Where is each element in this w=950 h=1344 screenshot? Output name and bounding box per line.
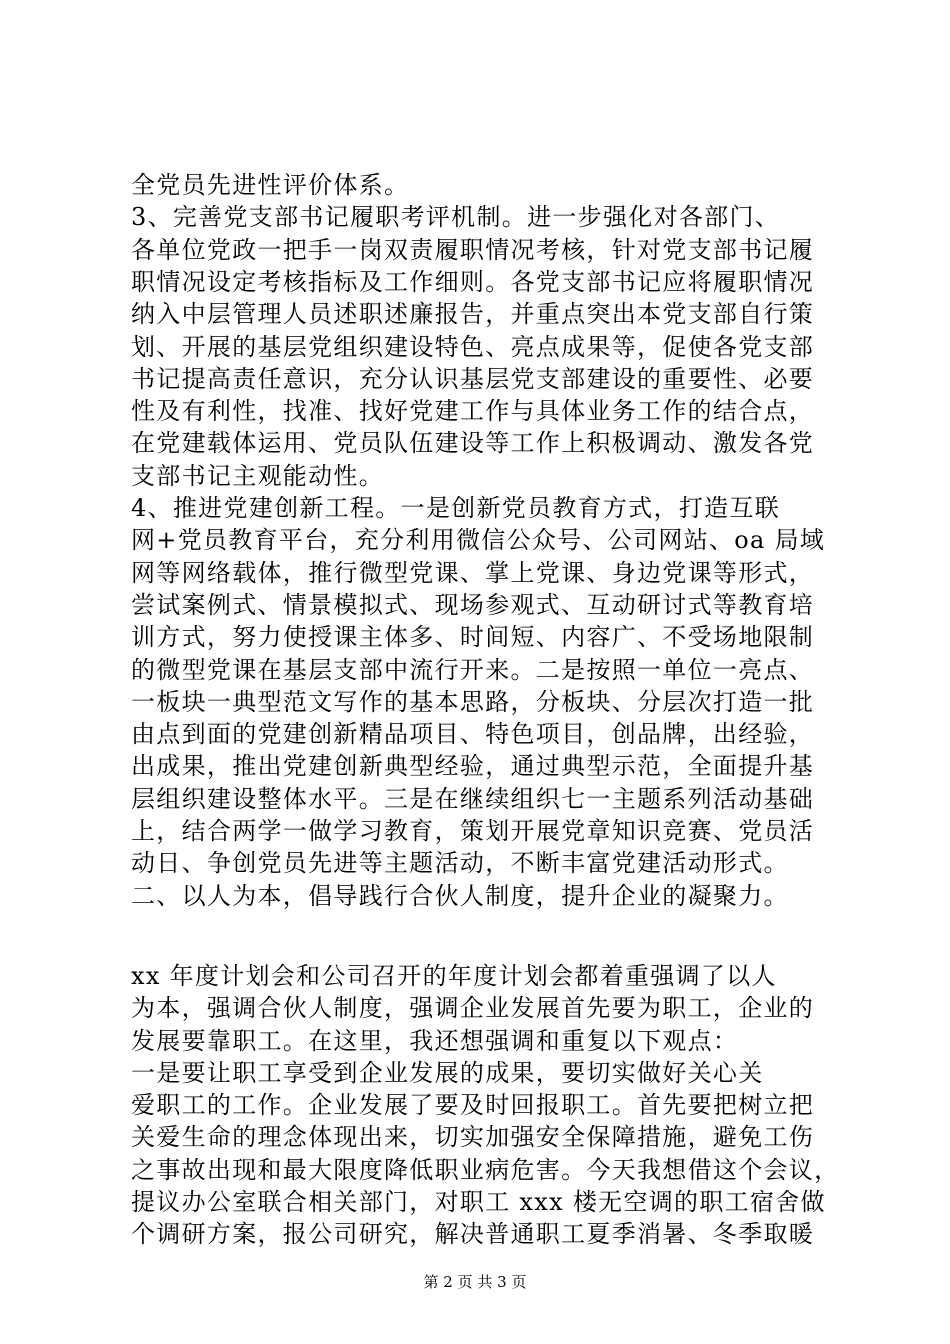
text-line: 层组织建设整体水平。三是在继续组织七一主题系列活动基础 bbox=[131, 784, 815, 813]
text-line: 出成果，推出党建创新典型经验，通过典型示范，全面提升基 bbox=[131, 752, 815, 781]
page-footer: 第 2 页 共 3 页 bbox=[423, 1273, 527, 1291]
text-line: 性及有利性，找准、找好党建工作与具体业务工作的结合点， bbox=[131, 397, 815, 426]
text-line: 爱职工的工作。企业发展了要及时回报职工。首先要把树立把 bbox=[131, 1091, 815, 1120]
text-line: 为本，强调合伙人制度，强调企业发展首先要为职工，企业的 bbox=[131, 994, 815, 1023]
text-line: 上，结合两学一做学习教育，策划开展党章知识竞赛、党员活 bbox=[131, 817, 815, 845]
text-line: 由点到面的党建创新精品项目、特色项目，创品牌，出经验， bbox=[131, 720, 815, 749]
text-line: 划、开展的基层党组织建设特色、亮点成果等，促使各党支部 bbox=[131, 332, 815, 361]
text-line: 二、以人为本，倡导践行合伙人制度，提升企业的凝聚力。 bbox=[131, 881, 789, 910]
text-line: 支部书记主观能动性。 bbox=[131, 461, 384, 490]
text-line: 发展要靠职工。在这里，我还想强调和重复以下观点： bbox=[131, 1026, 739, 1055]
text-line: 尝试案例式、情景模拟式、现场参观式、互动研讨式等教育培 bbox=[131, 590, 815, 619]
text-line: 的微型党课在基层支部中流行开来。二是按照一单位一亮点、 bbox=[131, 655, 815, 684]
text-line: 个调研方案，报公司研究，解决普通职工夏季消暑、冬季取暖 bbox=[131, 1220, 815, 1249]
text-line: 纳入中层管理人员述职述廉报告，并重点突出本党支部自行策 bbox=[131, 300, 815, 329]
text-line: 网等网络载体，推行微型党课、掌上党课、身边党课等形式， bbox=[131, 558, 815, 587]
text-line: 动日、争创党员先进等主题活动，不断丰富党建活动形式。 bbox=[131, 849, 789, 878]
text-line: 在党建载体运用、党员队伍建设等工作上积极调动、激发各党 bbox=[131, 429, 815, 458]
text-line: 3、完善党支部书记履职考评机制。进一步强化对各部门、 bbox=[131, 203, 781, 232]
text-line: 关爱生命的理念体现出来，切实加强安全保障措施，避免工伤 bbox=[131, 1123, 815, 1152]
text-line: 提议办公室联合相关部门，对职工 xxx 楼无空调的职工宿舍做 bbox=[131, 1188, 826, 1216]
text-line: 4、推进党建创新工程。一是创新党员教育方式，打造互联 bbox=[131, 494, 781, 522]
text-line: 一板块一典型范文写作的基本思路，分板块、分层次打造一批 bbox=[131, 687, 815, 716]
text-line: 各单位党政一把手一岗双责履职情况考核，针对党支部书记履 bbox=[131, 235, 815, 264]
text-line: 训方式，努力使授课主体多、时间短、内容广、不受场地限制 bbox=[131, 623, 815, 652]
text-line: 一是要让职工享受到企业发展的成果，要切实做好关心关 bbox=[131, 1058, 764, 1087]
text-line: 网+党员教育平台，充分利用微信公众号、公司网站、oa 局域 bbox=[131, 526, 826, 555]
text-line: 之事故出现和最大限度降低职业病危害。今天我想借这个会议， bbox=[131, 1155, 840, 1184]
text-line: xx 年度计划会和公司召开的年度计划会都着重强调了以人 bbox=[131, 961, 777, 990]
text-line: 书记提高责任意识，充分认识基层党支部建设的重要性、必要 bbox=[131, 364, 815, 393]
text-line: 全党员先进性评价体系。 bbox=[131, 171, 410, 199]
text-line: 职情况设定考核指标及工作细则。各党支部书记应将履职情况 bbox=[131, 267, 815, 296]
